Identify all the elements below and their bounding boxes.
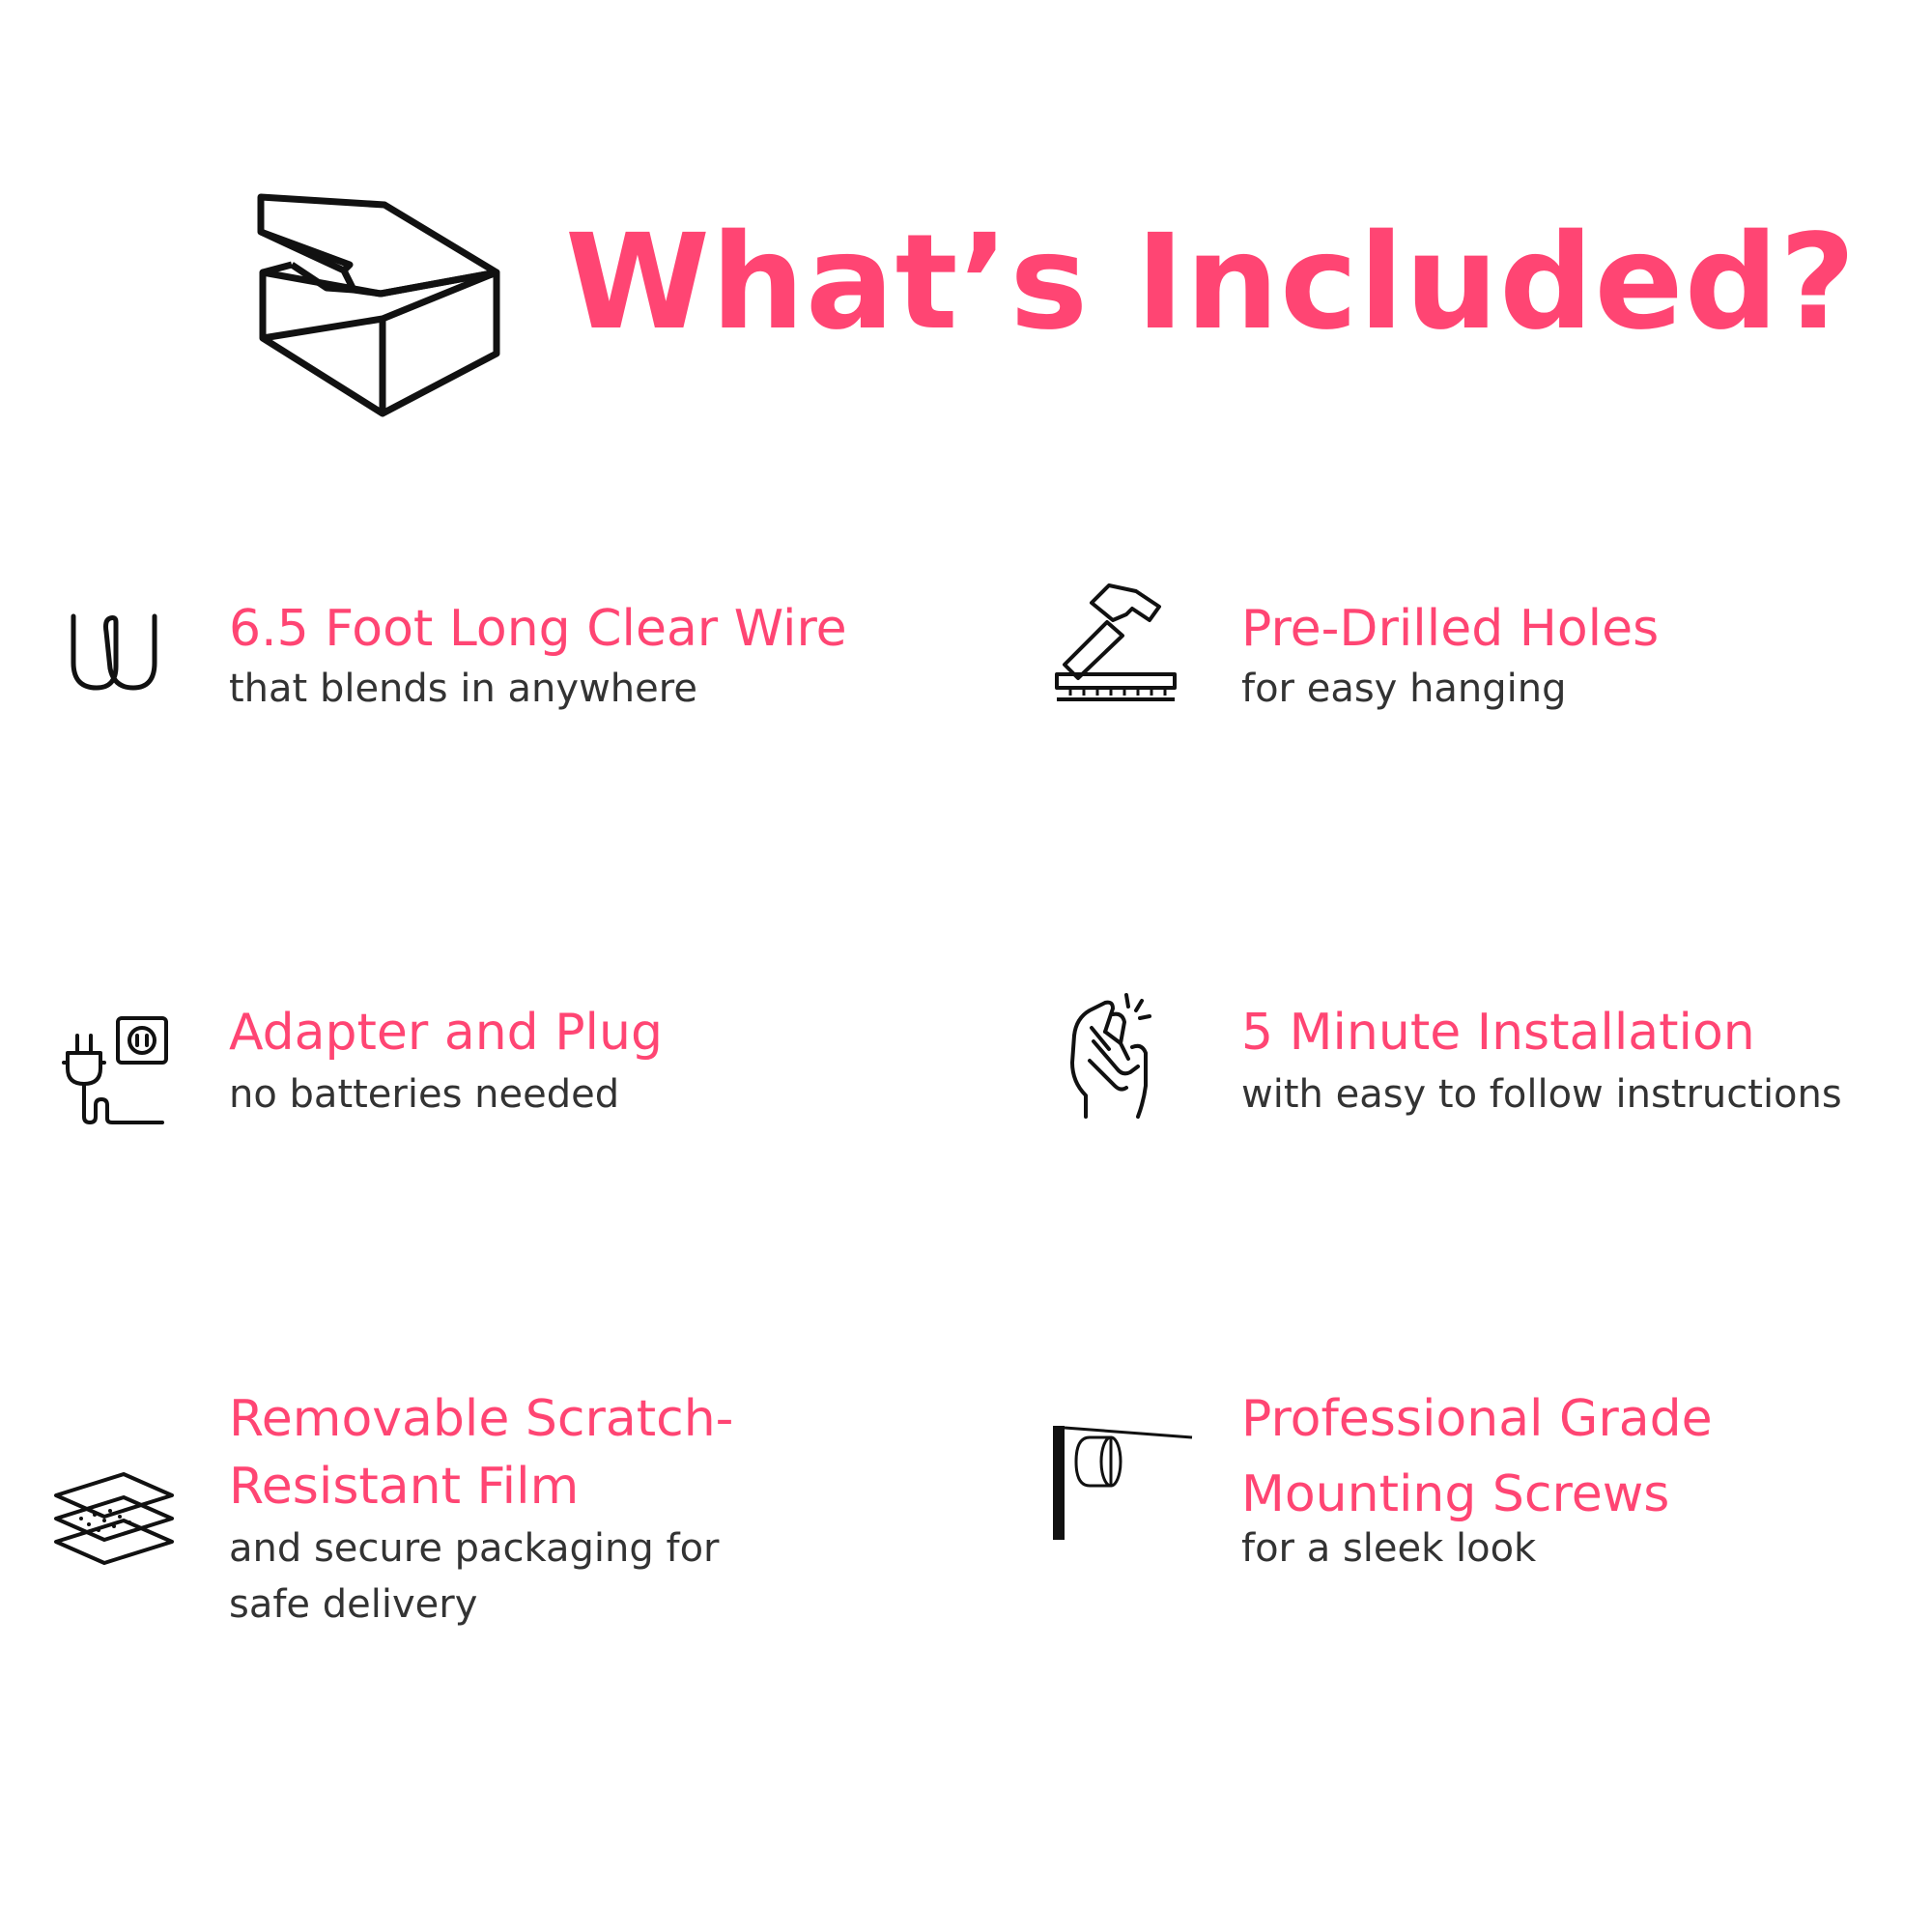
feature-description: and secure packaging for bbox=[229, 1525, 720, 1571]
layers-icon bbox=[52, 1470, 176, 1567]
finger-snap-icon bbox=[1066, 989, 1159, 1121]
feature-description: with easy to follow instructions bbox=[1241, 1071, 1842, 1117]
plug-icon bbox=[62, 1016, 170, 1126]
feature-title: 6.5 Foot Long Clear Wire bbox=[229, 600, 847, 658]
page-title: What’s Included? bbox=[565, 207, 1857, 359]
feature-title: Professional Grade bbox=[1241, 1390, 1713, 1448]
wire-icon bbox=[68, 612, 160, 692]
feature-description: for a sleek look bbox=[1241, 1525, 1537, 1571]
feature-description: no batteries needed bbox=[229, 1071, 620, 1117]
feature-title: Pre-Drilled Holes bbox=[1241, 600, 1660, 658]
mounting-screw-icon bbox=[1051, 1424, 1196, 1544]
open-box-icon bbox=[253, 193, 512, 417]
feature-description: that blends in anywhere bbox=[229, 666, 697, 711]
hammer-icon bbox=[1053, 582, 1179, 705]
feature-title: Removable Scratch- bbox=[229, 1390, 734, 1448]
feature-title: Adapter and Plug bbox=[229, 1004, 663, 1062]
feature-title: Mounting Screws bbox=[1241, 1464, 1670, 1523]
feature-title: 5 Minute Installation bbox=[1241, 1004, 1755, 1062]
feature-title: Resistant Film bbox=[229, 1457, 580, 1516]
feature-description: for easy hanging bbox=[1241, 666, 1567, 711]
feature-description: safe delivery bbox=[229, 1581, 478, 1627]
